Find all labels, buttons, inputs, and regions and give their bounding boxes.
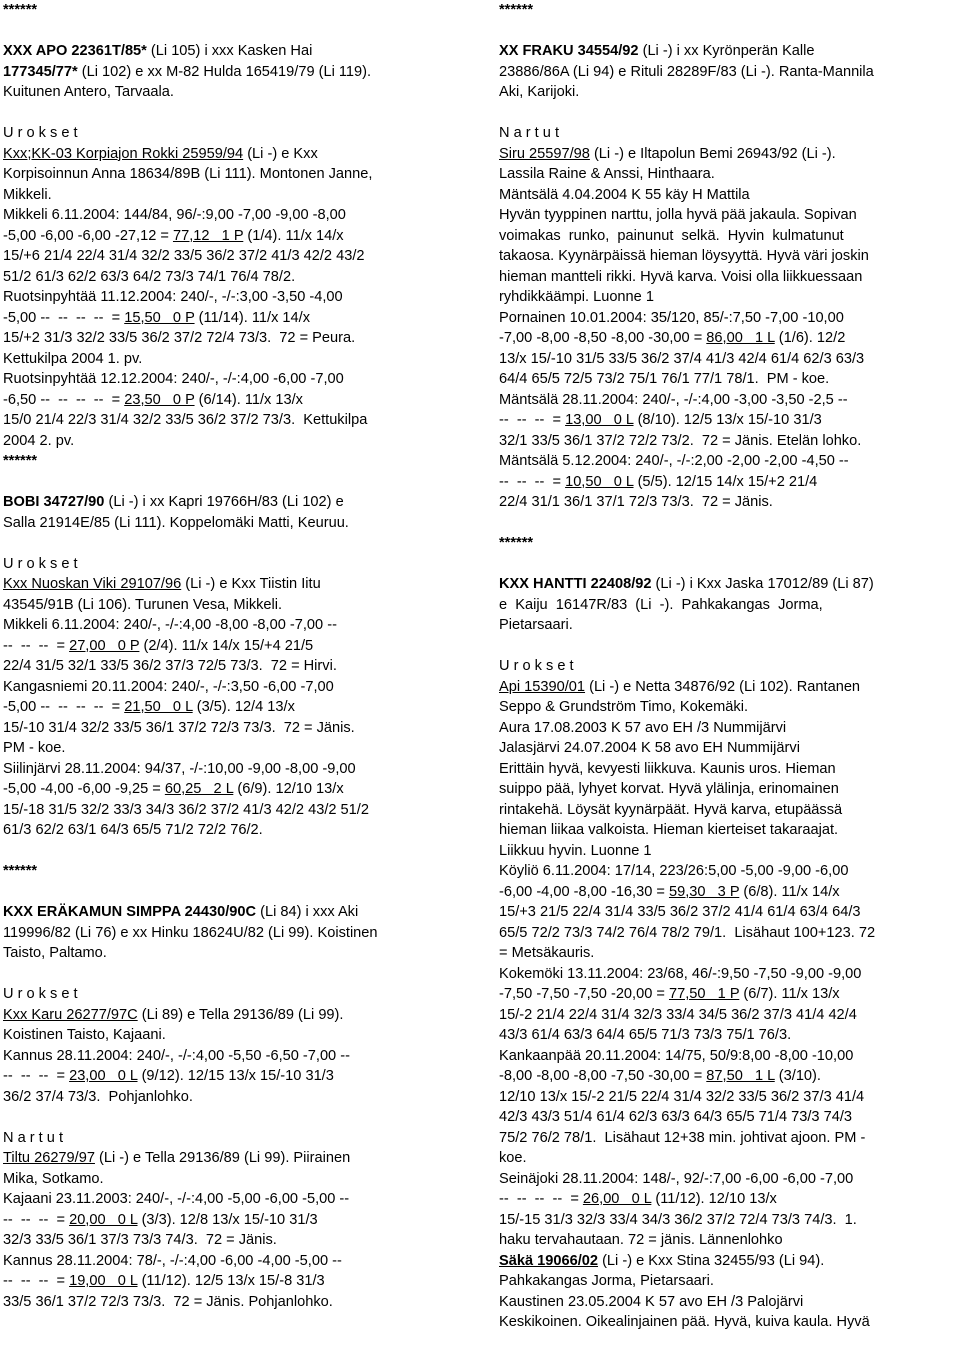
text-segment: Kuitunen Antero, Tarvaala. <box>3 84 174 100</box>
spacer <box>3 533 465 554</box>
text-line <box>3 677 465 698</box>
text-line <box>499 1066 960 1087</box>
spacer <box>499 513 960 534</box>
text-segment: 15/-15 31/3 32/3 33/4 34/3 36/2 37/2 72/4 73/3 74/3. 1. <box>499 1211 857 1228</box>
spacer <box>3 103 465 124</box>
text-segment: 119996/82 (Li 76) e xx Hinku 18624U/82 (Li 99). Koistinen <box>3 924 378 941</box>
text-line <box>499 595 960 616</box>
text-line <box>499 943 960 964</box>
text-line <box>3 185 465 206</box>
dog-name: XXX APO 22361T/85* <box>3 43 151 59</box>
text-segment: Aki, Karijoki. <box>499 84 580 100</box>
text-line <box>499 759 960 780</box>
text-line <box>3 595 465 616</box>
text-line <box>499 1312 960 1333</box>
text-segment: Kokemöki 13.11.2004: 23/68, 46/-:9,50 -7,50 -9,00 -9,00 <box>499 965 862 982</box>
text-line <box>499 1005 960 1026</box>
text-segment: 2004 2. pv. <box>3 432 75 449</box>
underlined-text: 27,00 0 P <box>69 637 140 654</box>
text-line <box>499 62 960 83</box>
text-line <box>499 369 960 390</box>
text-line <box>3 513 465 534</box>
text-segment: 13/x 15/-10 31/5 33/5 36/2 37/4 41/3 42/4 61/4 62/3 63/3 <box>499 350 865 367</box>
text-line <box>3 410 465 431</box>
dog-name: 177345/77* <box>3 63 82 80</box>
underlined-text: Kxx Karu 26277/97C <box>3 1006 138 1023</box>
text-segment: 15/+2 31/3 32/2 33/5 36/2 37/2 72/4 73/3. 72 = Peura. <box>3 330 356 346</box>
text-line <box>3 226 465 247</box>
text-line <box>499 677 960 698</box>
text-line <box>499 328 960 349</box>
text-line <box>499 451 960 472</box>
text-segment: (Li -) e Kxx <box>243 145 318 162</box>
separator-stars: ****** <box>499 535 534 551</box>
spacer <box>499 103 960 124</box>
text-line <box>499 82 960 103</box>
text-segment: 61/3 62/2 63/1 64/3 65/5 71/2 72/2 76/2. <box>3 822 263 838</box>
text-segment: -5,00 -4,00 -6,00 -9,25 = <box>3 781 165 797</box>
text-line <box>3 349 465 370</box>
text-segment: (Li 102) e xx M-82 Hulda 165419/79 (Li 119). <box>81 63 372 80</box>
text-line <box>3 1148 465 1169</box>
text-segment: (1/4). 11/x 14/x <box>243 227 344 244</box>
text-segment: -- -- -- = <box>3 637 70 654</box>
text-line <box>499 1292 960 1313</box>
text-segment: koe. <box>499 1150 527 1166</box>
underlined-text: 26,00 0 L <box>582 1191 652 1207</box>
text-line <box>3 1251 465 1272</box>
text-segment: (3/3). 12/8 13/x 15/-10 31/3 <box>137 1211 318 1228</box>
text-segment: Siilinjärvi 28.11.2004: 94/37, -/-:10,00 -9,00 -8,00 -9,00 <box>3 760 356 777</box>
text-segment: (11/12). 12/5 13/x 15/-8 31/3 <box>137 1273 325 1289</box>
text-segment: Ruotsinpyhtää 12.12.2004: 240/-, -/-:4,00 -6,00 -7,00 <box>3 371 344 387</box>
text-segment: (Li 89) e Tella 29136/89 (Li 99). <box>137 1006 344 1023</box>
text-line <box>3 1292 465 1313</box>
text-segment: (3/5). 12/4 13/x <box>192 699 295 715</box>
text-segment: Koistinen Taisto, Kajaani. <box>3 1027 166 1043</box>
text-segment: voimakas runko, painunut selkä. Hyvin kulmatunut <box>499 227 844 244</box>
text-segment: PM - koe. <box>3 740 66 756</box>
text-line <box>499 984 960 1005</box>
underlined-text: Kxx;KK-03 Korpiajon Rokki 25959/94 <box>3 145 244 162</box>
text-segment: 36/2 37/4 73/3. Pohjanlohko. <box>3 1088 193 1105</box>
text-segment: 22/4 31/5 32/1 33/5 36/2 37/3 72/5 73/3. 72 = Hirvi. <box>3 658 337 674</box>
text-segment: Ruotsinpyhtää 11.12.2004: 240/-, -/-:3,00 -3,50 -4,00 <box>3 289 343 305</box>
text-line <box>3 759 465 780</box>
underlined-text: 77,50 1 P <box>668 986 740 1002</box>
text-segment: Keskikoinen. Oikealinjainen pää. Hyvä, kuiva kaula. Hyvä <box>499 1314 870 1330</box>
text-line <box>499 779 960 800</box>
text-segment: (2/4). 11/x 14/x 15/+4 21/5 <box>139 637 314 654</box>
text-line <box>3 800 465 821</box>
text-line <box>499 1189 960 1210</box>
text-line <box>499 349 960 370</box>
underlined-text: 23,00 0 L <box>69 1068 138 1084</box>
right-column <box>499 0 960 1333</box>
underlined-text: 19,00 0 L <box>69 1273 138 1289</box>
text-segment: Seppo & Grundström Timo, Kokemäki. <box>499 699 749 715</box>
text-segment: Liikkuu hyvin. Luonne 1 <box>499 842 652 859</box>
text-line <box>499 1148 960 1169</box>
section-heading: U r o k s e t <box>3 125 78 141</box>
text-line <box>3 492 465 513</box>
underlined-text: 59,30 3 P <box>668 883 740 900</box>
section-heading: U r o k s e t <box>3 555 78 572</box>
text-line <box>3 1005 465 1026</box>
text-segment: 15/-18 31/5 32/2 33/3 34/3 36/2 37/2 41/3 42/2 43/2 51/2 <box>3 801 369 818</box>
text-segment: 33/5 36/1 37/2 72/3 73/3. 72 = Jänis. Pohjanlohko. <box>3 1293 333 1310</box>
text-segment: Aura 17.08.2003 K 57 avo EH /3 Nummijärvi <box>499 719 787 736</box>
underlined-text: 87,50 1 L <box>706 1068 775 1084</box>
text-line <box>3 431 465 452</box>
text-segment: Hyvän tyyppinen narttu, jolla hyvä pää jakaula. Sopivan <box>499 207 857 223</box>
text-segment: Mikkeli 6.11.2004: 240/-, -/-:4,00 -8,00 -8,00 -7,00 -- <box>3 617 337 633</box>
text-line <box>3 615 465 636</box>
separator-stars: ****** <box>499 2 534 18</box>
text-line <box>499 964 960 985</box>
text-line <box>499 697 960 718</box>
text-line <box>499 144 960 165</box>
text-segment: Pietarsaari. <box>499 617 573 633</box>
text-segment: hieman mantteli rikki. Hyvä karva. Voisi olla liikkuessaan <box>499 268 863 285</box>
text-line <box>499 267 960 288</box>
text-line <box>3 1046 465 1067</box>
underlined-text: 13,00 0 L <box>565 412 634 428</box>
text-segment: Kettukilpa 2004 1. pv. <box>3 350 143 367</box>
text-line <box>3 697 465 718</box>
text-segment: 12/10 13/x 15/-2 21/5 22/4 31/4 32/2 33/5 36/2 37/3 41/4 <box>499 1088 865 1105</box>
text-line <box>499 1107 960 1128</box>
text-line <box>3 1230 465 1251</box>
text-segment: ryhdikkäämpi. Luonne 1 <box>499 289 654 305</box>
text-line <box>3 820 465 841</box>
text-segment: haku tervahautaan. 72 = jänis. Lännenlohko <box>499 1232 783 1248</box>
text-line <box>3 779 465 800</box>
spacer <box>3 472 465 493</box>
text-line <box>499 1169 960 1190</box>
text-line <box>499 861 960 882</box>
text-line <box>3 718 465 739</box>
text-line <box>3 1210 465 1231</box>
text-line <box>499 1210 960 1231</box>
text-segment: 64/4 65/5 72/5 73/2 75/1 76/1 77/1 78/1. PM - koe. <box>499 371 830 387</box>
text-segment: -- -- -- = <box>3 1211 70 1228</box>
text-line <box>499 1046 960 1067</box>
text-line <box>3 205 465 226</box>
text-segment: 15/+6 21/4 22/4 31/4 32/2 33/5 36/2 37/2 41/3 42/2 43/2 <box>3 248 365 264</box>
text-line <box>499 492 960 513</box>
underlined-text: Siru 25597/98 <box>499 145 590 162</box>
text-segment: -- -- -- -- = <box>499 1191 583 1207</box>
text-segment: -5,00 -- -- -- -- = <box>3 699 125 715</box>
text-line <box>3 1189 465 1210</box>
text-segment: suippo pää, lyhyet korvat. Hyvä ylälinja, erinomainen <box>499 781 839 797</box>
text-segment: -7,50 -7,50 -7,50 -20,00 = <box>499 986 669 1002</box>
text-line <box>499 431 960 452</box>
text-segment: (6/14). 11/x 13/x <box>194 391 303 408</box>
separator-stars: ****** <box>3 2 38 18</box>
text-segment: Mäntsälä 5.12.2004: 240/-, -/-:2,00 -2,00 -2,00 -4,50 -- <box>499 453 849 469</box>
text-segment: (Li -) e Kxx Stina 32455/93 (Li 94). <box>598 1252 825 1269</box>
dog-name: KXX HANTTI 22408/92 <box>499 576 656 592</box>
text-segment: Kankaanpää 20.11.2004: 14/75, 50/9:8,00 -8,00 -10,00 <box>499 1047 854 1064</box>
text-line <box>3 943 465 964</box>
text-segment: Jalasjärvi 24.07.2004 K 58 avo EH Nummijärvi <box>499 740 800 756</box>
spacer <box>3 21 465 42</box>
text-line <box>499 41 960 62</box>
text-segment: (9/12). 12/15 13/x 15/-10 31/3 <box>137 1068 334 1084</box>
text-segment: Mäntsälä 28.11.2004: 240/-, -/-:4,00 -3,00 -3,50 -2,5 -- <box>499 391 848 408</box>
text-segment: -6,50 -- -- -- -- = <box>3 391 125 408</box>
text-segment: 51/2 61/3 62/2 63/3 64/2 73/3 74/1 76/4 78/2. <box>3 268 296 285</box>
text-segment: (Li 105) i xxx Kasken Hai <box>150 43 313 59</box>
text-segment: e Kaiju 16147R/83 (Li -). Pahkakangas Jorma, <box>499 596 823 613</box>
text-segment: (Li -) i Kxx Jaska 17012/89 (Li 87) <box>655 576 874 592</box>
text-line <box>3 369 465 390</box>
text-segment: = Metsäkauris. <box>499 945 595 961</box>
text-line <box>499 1025 960 1046</box>
text-segment: Mäntsälä 4.04.2004 K 55 käy H Mattila <box>499 186 750 203</box>
text-segment: (11/14). 11/x 14/x <box>194 309 311 326</box>
text-segment: -5,00 -- -- -- -- = <box>3 309 125 326</box>
underlined-text: 21,50 0 L <box>124 699 193 715</box>
text-line <box>499 800 960 821</box>
section-heading: N a r t u t <box>499 125 560 141</box>
text-segment: 22/4 31/1 36/1 37/1 72/3 73/3. 72 = Jänis. <box>499 494 773 510</box>
spacer <box>3 841 465 862</box>
dog-name: BOBI 34727/90 <box>3 494 109 510</box>
text-line <box>499 246 960 267</box>
underlined-text: 10,50 0 L <box>565 473 634 490</box>
text-segment: 43/3 61/4 63/3 64/4 65/5 71/3 73/3 75/1 76/3. <box>499 1027 792 1043</box>
spacer <box>499 636 960 657</box>
text-segment: (6/8). 11/x 14/x <box>739 883 840 900</box>
text-segment: -6,00 -4,00 -8,00 -16,30 = <box>499 883 669 900</box>
text-line <box>499 287 960 308</box>
text-line <box>3 246 465 267</box>
section-heading: U r o k s e t <box>499 658 574 674</box>
text-line <box>3 390 465 411</box>
text-segment: Pahkakangas Jorma, Pietarsaari. <box>499 1273 714 1289</box>
text-segment: Kajaani 23.11.2003: 240/-, -/-:4,00 -5,00 -6,00 -5,00 -- <box>3 1191 350 1207</box>
text-line <box>499 718 960 739</box>
text-segment: (6/7). 11/x 13/x <box>739 986 840 1002</box>
text-line <box>499 1128 960 1149</box>
text-line <box>3 308 465 329</box>
text-line <box>499 882 960 903</box>
text-line <box>3 1169 465 1190</box>
text-segment: (Li -) i xx Kyrönperän Kalle <box>642 43 815 59</box>
text-line <box>3 656 465 677</box>
text-line <box>3 902 465 923</box>
spacer <box>499 21 960 42</box>
text-segment: (11/12). 12/10 13/x <box>651 1191 777 1207</box>
underlined-text: Tiltu 26279/97 <box>3 1150 95 1166</box>
spacer <box>3 1107 465 1128</box>
text-segment: Kannus 28.11.2004: 78/-, -/-:4,00 -6,00 -4,00 -5,00 -- <box>3 1252 342 1269</box>
text-line <box>3 287 465 308</box>
text-line <box>3 267 465 288</box>
text-segment: (Li -) e Kxx Tiistin Iitu <box>181 576 321 592</box>
text-line <box>499 185 960 206</box>
dog-name: XX FRAKU 34554/92 <box>499 43 643 59</box>
text-segment: 15/-2 21/4 22/4 31/4 32/3 33/4 34/5 36/2 37/3 41/4 42/4 <box>499 1006 857 1023</box>
text-segment: 23886/86A (Li 94) e Rituli 28289F/83 (Li -). Ranta-Mannila <box>499 63 874 80</box>
text-segment: -- -- -- = <box>499 412 566 428</box>
text-segment: 15/+3 21/5 22/4 31/4 33/5 36/2 37/2 41/4 61/4 63/4 64/3 <box>499 904 861 920</box>
section-heading: U r o k s e t <box>3 986 78 1002</box>
text-segment: 15/0 21/4 22/3 31/4 32/2 33/5 36/2 37/2 73/3. Kettukilpa <box>3 412 368 428</box>
text-line <box>499 1271 960 1292</box>
text-line <box>3 574 465 595</box>
text-line <box>499 615 960 636</box>
text-line <box>3 1066 465 1087</box>
text-line <box>499 1251 960 1272</box>
text-line <box>499 902 960 923</box>
text-line <box>3 1087 465 1108</box>
text-segment: Erittäin hyvä, kevyesti liikkuva. Kaunis uros. Hieman <box>499 760 836 777</box>
left-column <box>3 0 465 1312</box>
underlined-text: 86,00 1 L <box>706 330 775 346</box>
underlined-text: 77,12 1 P <box>172 227 244 244</box>
text-segment: 32/3 33/5 36/1 37/3 73/3 74/3. 72 = Jänis. <box>3 1232 277 1248</box>
text-line <box>3 62 465 83</box>
text-line <box>499 1230 960 1251</box>
text-segment: Taisto, Paltamo. <box>3 945 107 961</box>
underlined-text: 15,50 0 P <box>124 309 195 326</box>
dog-name: KXX ERÄKAMUN SIMPPA 24430/90C <box>3 904 261 920</box>
underlined-text: 23,50 0 P <box>124 391 195 408</box>
text-segment: (1/6). 12/2 <box>774 330 846 346</box>
text-segment: Pornainen 10.01.2004: 35/120, 85/-:7,50 -7,00 -10,00 <box>499 309 844 326</box>
text-line <box>499 390 960 411</box>
text-segment: -- -- -- = <box>499 473 566 490</box>
separator-stars: ****** <box>3 453 38 469</box>
text-segment: Kannus 28.11.2004: 240/-, -/-:4,00 -5,50 -6,50 -7,00 -- <box>3 1047 350 1064</box>
text-segment: Lassila Raine & Anssi, Hinthaara. <box>499 166 715 182</box>
text-segment: (3/10). <box>774 1068 821 1084</box>
text-segment: Kaustinen 23.05.2004 K 57 avo EH /3 Palojärvi <box>499 1293 804 1310</box>
underlined-text: 20,00 0 L <box>69 1211 138 1228</box>
text-segment: (Li 84) i xxx Aki <box>260 904 359 920</box>
text-segment: Mika, Sotkamo. <box>3 1170 104 1187</box>
text-segment: 15/-10 31/4 32/2 33/5 36/1 37/2 72/3 73/3. 72 = Jänis. <box>3 719 355 736</box>
text-segment: (Li -) i xx Kapri 19766H/83 (Li 102) e <box>108 494 344 510</box>
spacer <box>3 882 465 903</box>
text-line <box>3 738 465 759</box>
text-segment: (Li -) e Netta 34876/92 (Li 102). Rantanen <box>585 678 861 695</box>
text-line <box>3 636 465 657</box>
text-segment: -5,00 -6,00 -6,00 -27,12 = <box>3 227 173 244</box>
text-segment: takaosa. Kyynärpäissä hieman löysyyttä. Hyvä väri joskin <box>499 248 869 264</box>
text-segment: Korpisoinnun Anna 18634/89B (Li 111). Montonen Janne, <box>3 166 373 182</box>
text-line <box>3 41 465 62</box>
separator-stars: ****** <box>3 863 38 879</box>
underlined-text: 60,25 2 L <box>164 781 234 797</box>
spacer <box>3 964 465 985</box>
text-line <box>499 1087 960 1108</box>
text-segment: 65/5 72/2 73/3 74/2 76/4 78/2 79/1. Lisähaut 100+123. 72 <box>499 924 876 941</box>
text-segment: (Li -) e Tella 29136/89 (Li 99). Piirainen <box>94 1150 351 1166</box>
text-line <box>3 1025 465 1046</box>
text-segment: rintakehä. Löysät kyynärpäät. Hyvä karva, etupäässä <box>499 801 843 818</box>
text-line <box>3 82 465 103</box>
text-line <box>499 923 960 944</box>
text-line <box>3 923 465 944</box>
text-segment: (Li -) e Iltapolun Bemi 26943/92 (Li -). <box>589 145 836 162</box>
text-segment: -7,00 -8,00 -8,50 -8,00 -30,00 = <box>499 330 707 346</box>
underlined-text: Api 15390/01 <box>499 678 586 695</box>
text-line <box>3 144 465 165</box>
text-segment: Mikkeli 6.11.2004: 144/84, 96/-:9,00 -7,00 -9,00 -8,00 <box>3 207 346 223</box>
text-segment: -8,00 -8,00 -8,00 -7,50 -30,00 = <box>499 1068 707 1084</box>
text-line <box>499 205 960 226</box>
text-segment: (8/10). 12/5 13/x 15/-10 31/3 <box>633 412 822 428</box>
text-line <box>499 574 960 595</box>
text-line <box>499 820 960 841</box>
text-line <box>3 1271 465 1292</box>
text-segment: (6/9). 12/10 13/x <box>233 781 344 797</box>
text-line <box>499 164 960 185</box>
text-segment: -- -- -- = <box>3 1273 70 1289</box>
text-line <box>499 738 960 759</box>
text-segment: Salla 21914E/85 (Li 111). Koppelomäki Matti, Keuruu. <box>3 514 349 531</box>
section-heading: N a r t u t <box>3 1129 64 1146</box>
text-segment: 75/2 76/2 78/1. Lisähaut 12+38 min. johtivat ajoon. PM - <box>499 1129 866 1146</box>
text-segment: 32/1 33/5 36/1 37/2 72/2 73/2. 72 = Jänis. Etelän lohko. <box>499 432 862 449</box>
underlined-text: Kxx Nuoskan Viki 29107/96 <box>3 576 182 592</box>
text-segment: hieman liikaa valkoista. Hieman kierteiset takaraajat. <box>499 822 839 838</box>
text-line <box>499 472 960 493</box>
spacer <box>499 554 960 575</box>
text-segment: 42/3 43/3 51/4 61/4 62/3 63/3 64/3 65/5 71/4 73/3 74/3 <box>499 1109 852 1125</box>
text-segment: Köyliö 6.11.2004: 17/14, 223/26:5,00 -5,00 -9,00 -6,00 <box>499 863 849 879</box>
text-line <box>3 164 465 185</box>
text-segment: Seinäjoki 28.11.2004: 148/-, 92/-:7,00 -6,00 -6,00 -7,00 <box>499 1170 854 1187</box>
text-line <box>3 328 465 349</box>
text-line <box>499 841 960 862</box>
text-segment: Mikkeli. <box>3 186 52 203</box>
text-segment: (5/5). 12/15 14/x 15/+2 21/4 <box>633 473 818 490</box>
text-segment: 43545/91B (Li 106). Turunen Vesa, Mikkeli. <box>3 596 283 613</box>
text-line <box>499 308 960 329</box>
text-segment: Kangasniemi 20.11.2004: 240/-, -/-:3,50 -6,00 -7,00 <box>3 678 334 695</box>
text-segment: -- -- -- = <box>3 1068 70 1084</box>
text-line <box>499 410 960 431</box>
text-line <box>499 226 960 247</box>
dog-name: Säkä 19066/02 <box>499 1252 599 1269</box>
